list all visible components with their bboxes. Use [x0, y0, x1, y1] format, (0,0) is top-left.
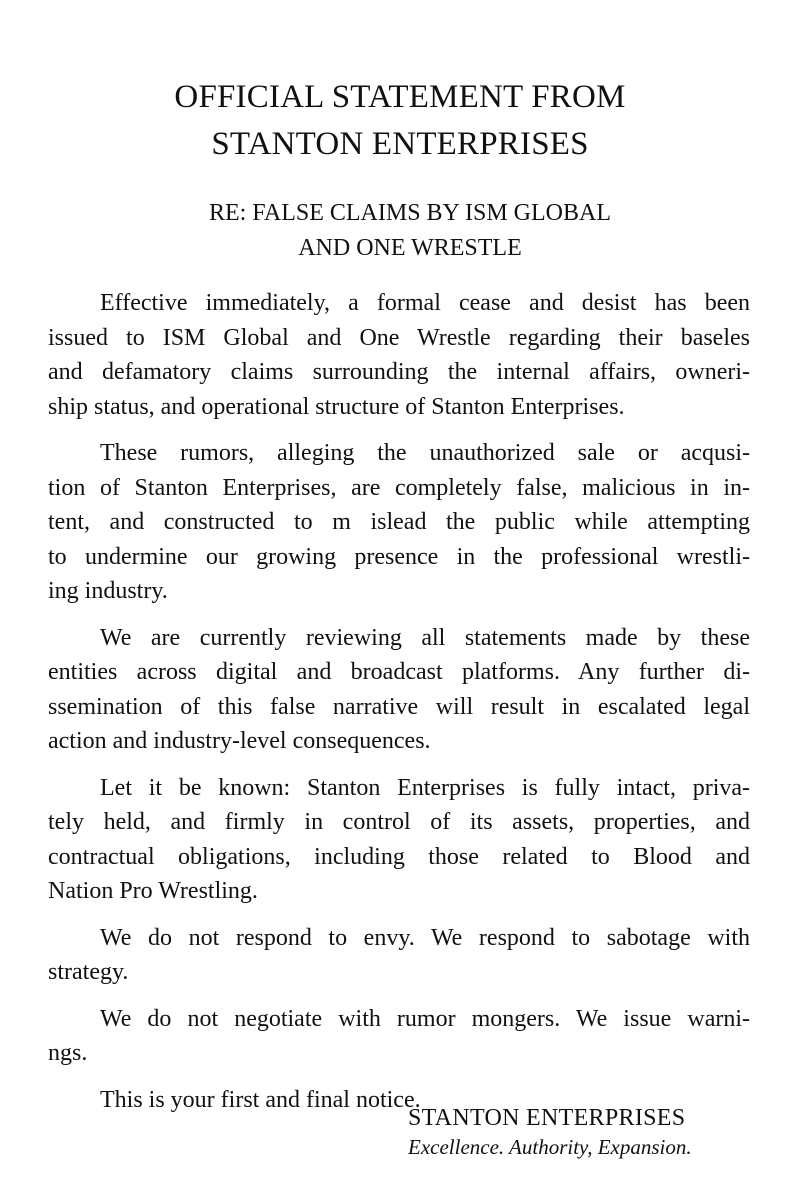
paragraph-line: ship status, and operational structure of Stanton Enterprises.: [48, 393, 625, 420]
title-line-2: STANTON ENTERPRISES: [211, 126, 589, 162]
paragraph-line: Effective immediately, a formal cease and desist has been: [100, 290, 750, 316]
paragraph-line: and defamatory claims surrounding the internal affairs, owneri-: [48, 359, 750, 385]
subject-line: [0, 196, 800, 266]
paragraph-line: We do not negotiate with rumor mongers. We issue warni-: [100, 1005, 750, 1032]
paragraph: [48, 921, 750, 990]
paragraph-line: entities across digital and broadcast platforms. Any further di-: [48, 659, 750, 685]
paragraph-line: This is your first and final notice.: [100, 1086, 421, 1113]
signature-name: STANTON ENTERPRISES: [408, 1105, 686, 1131]
paragraph-line: strategy.: [48, 959, 129, 985]
paragraph-line: tent, and constructed to m islead the public while attempting: [48, 509, 750, 535]
paragraph-line: We do not respond to envy. We respond to sabotage with: [100, 924, 750, 951]
subject-line-2: AND ONE WRESTLE: [298, 235, 522, 261]
paragraph: [48, 286, 750, 424]
paragraph-line: Nation Pro Wrestling.: [48, 878, 258, 904]
paragraph-line: ssemination of this false narrative will result in escalated legal: [48, 693, 750, 720]
page-title: [0, 74, 800, 168]
paragraph-line: These rumors, alleging the unauthorized sale or acqusi-: [100, 440, 750, 466]
paragraph-line: contractual obligations, including those related to Blood and: [48, 843, 750, 870]
subject-line-1: RE: FALSE CLAIMS BY ISM GLOBAL: [208, 200, 612, 226]
paragraph-line: tion of Stanton Enterprises, are completely false, malicious in in-: [48, 474, 750, 501]
signature-block: [408, 1103, 788, 1161]
paragraph-line: action and industry-level consequences.: [48, 728, 431, 754]
paragraph: [48, 771, 750, 909]
paragraph-line: ngs.: [48, 1040, 88, 1066]
paragraph-line: Let it be known: Stanton Enterprises is fully intact, priva-: [100, 774, 750, 801]
paragraph-line: ing industry.: [48, 578, 168, 604]
paragraph: [48, 621, 750, 759]
paragraph-line: to undermine our growing presence in the professional wrestli-: [48, 543, 750, 570]
statement-body: [48, 286, 750, 1129]
paragraph-line: issued to ISM Global and One Wrestle regarding their baseles: [48, 324, 750, 351]
signature-tagline: Excellence. Authority, Expansion.: [408, 1135, 692, 1159]
paragraph: [48, 1002, 750, 1071]
title-line-1: OFFICIAL STATEMENT FROM: [174, 79, 626, 115]
paragraph: [48, 436, 750, 609]
paragraph-line: tely held, and firmly in control of its assets, properties, and: [48, 809, 750, 835]
paragraph-line: We are currently reviewing all statements made by these: [100, 624, 750, 651]
